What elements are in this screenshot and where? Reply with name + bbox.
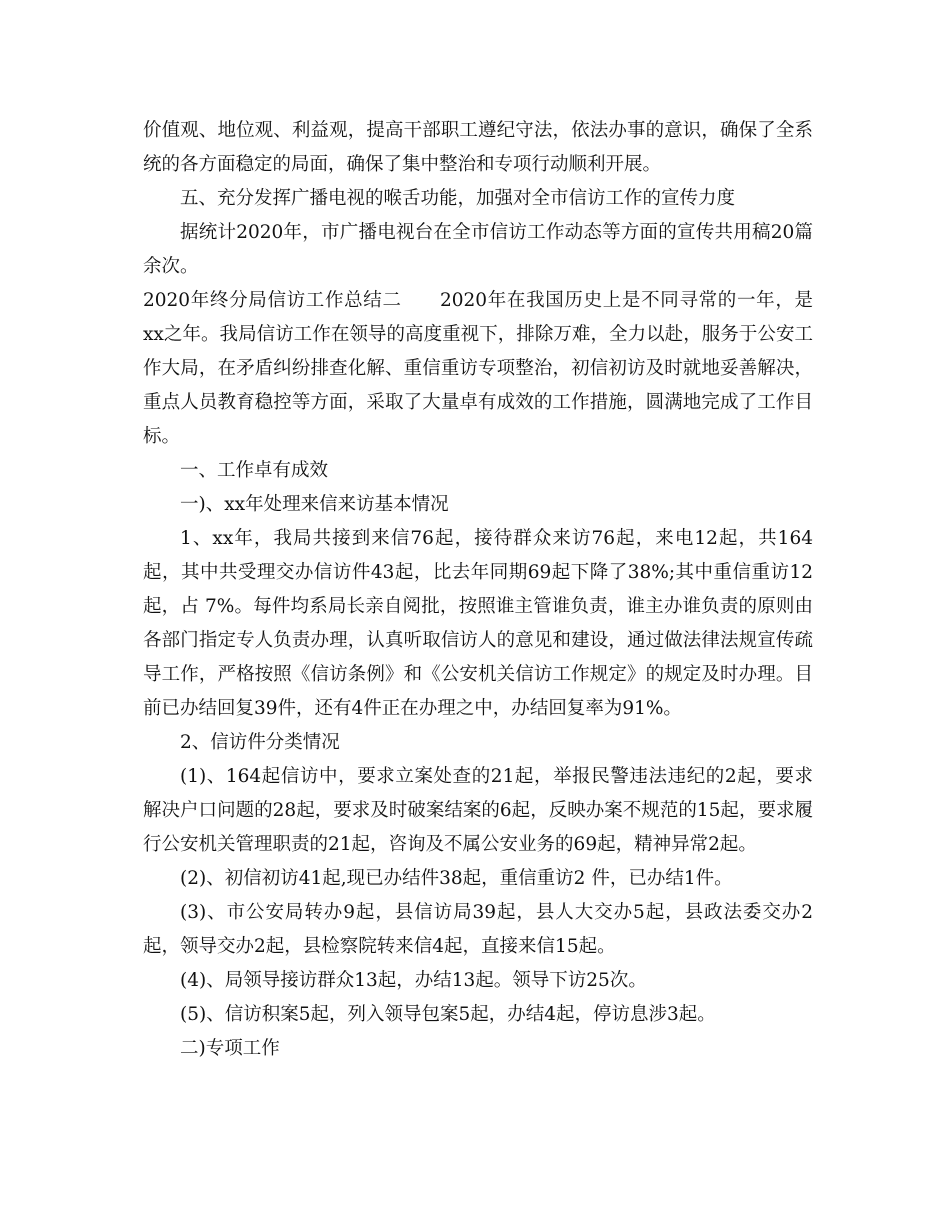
paragraph-summary-two: 2020年终分局信访工作总结二 2020年在我国历史上是不同寻常的一年，是xx之年。我局信访工作在领导的高度重视下，排除万难，全力以赴，服务于公安工作大局，在矛盾纠纷排查化解、重信重访专项整治，初信初访及时就地妥善解决，重点人员教育稳控等方面，采取了大量卓有成效的工作措施，圆满地完成了工作目标。 [143, 290, 813, 447]
paragraph-category-4: (4)、局领导接访群众13起，办结13起。领导下访25次。 [180, 970, 647, 991]
document-body [143, 114, 813, 1066]
paragraph-category-1: (1)、164起信访中，要求立案处查的21起，举报民警违法违纪的2起，要求解决户口问题的28起，要求及时破案结案的6起，反映办案不规范的15起，要求履行公安机关管理职责的21起，咨询及不属公安业务的69起，精神异常2起。 [143, 766, 813, 855]
paragraph-statistics: 据统计2020年，市广播电视台在全市信访工作动态等方面的宣传共用稿20篇余次。 [143, 222, 813, 277]
paragraph-item-1: 1、xx年，我局共接到来信76起，接待群众来访76起，来电12起，共164起，其中共受理交办信访件43起，比去年同期69起下降了38%;其中重信重访12起，占 7%。每件均系局长亲自阅批，按照谁主管谁负责，谁主办谁负责的原则由各部门指定专人负责办理，认真听取信访人的意见和建设，通过做法律法规宣传疏导工作，严格按照《信访条例》和《公安机关信访工作规定》的规定及时办理。目前已办结回复39件，还有4件正在办理之中，办结回复率为91%。 [143, 528, 813, 719]
paragraph-1: 价值观、地位观、利益观，提高干部职工遵纪守法，依法办事的意识，确保了全系统的各方面稳定的局面，确保了集中整治和专项行动顺利开展。 [143, 120, 813, 175]
paragraph-category-3: (3)、市公安局转办9起，县信访局39起，县人大交办5起，县政法委交办2起，领导交办2起，县检察院转来信4起，直接来信15起。 [143, 902, 813, 957]
subsection-heading-1: 一)、xx年处理来信来访基本情况 [180, 494, 449, 515]
subsection-heading-2: 二)专项工作 [180, 1038, 280, 1059]
section-heading-5: 五、充分发挥广播电视的喉舌功能，加强对全市信访工作的宣传力度 [180, 188, 736, 209]
paragraph-category-5: (5)、信访积案5起，列入领导包案5起，办结4起，停访息涉3起。 [180, 1004, 716, 1025]
section-heading-1: 一、工作卓有成效 [180, 460, 329, 481]
paragraph-category-2: (2)、初信初访41起,现已办结件38起，重信重访2 件，已办结1件。 [180, 868, 733, 889]
paragraph-item-2: 2、信访件分类情况 [180, 732, 340, 753]
